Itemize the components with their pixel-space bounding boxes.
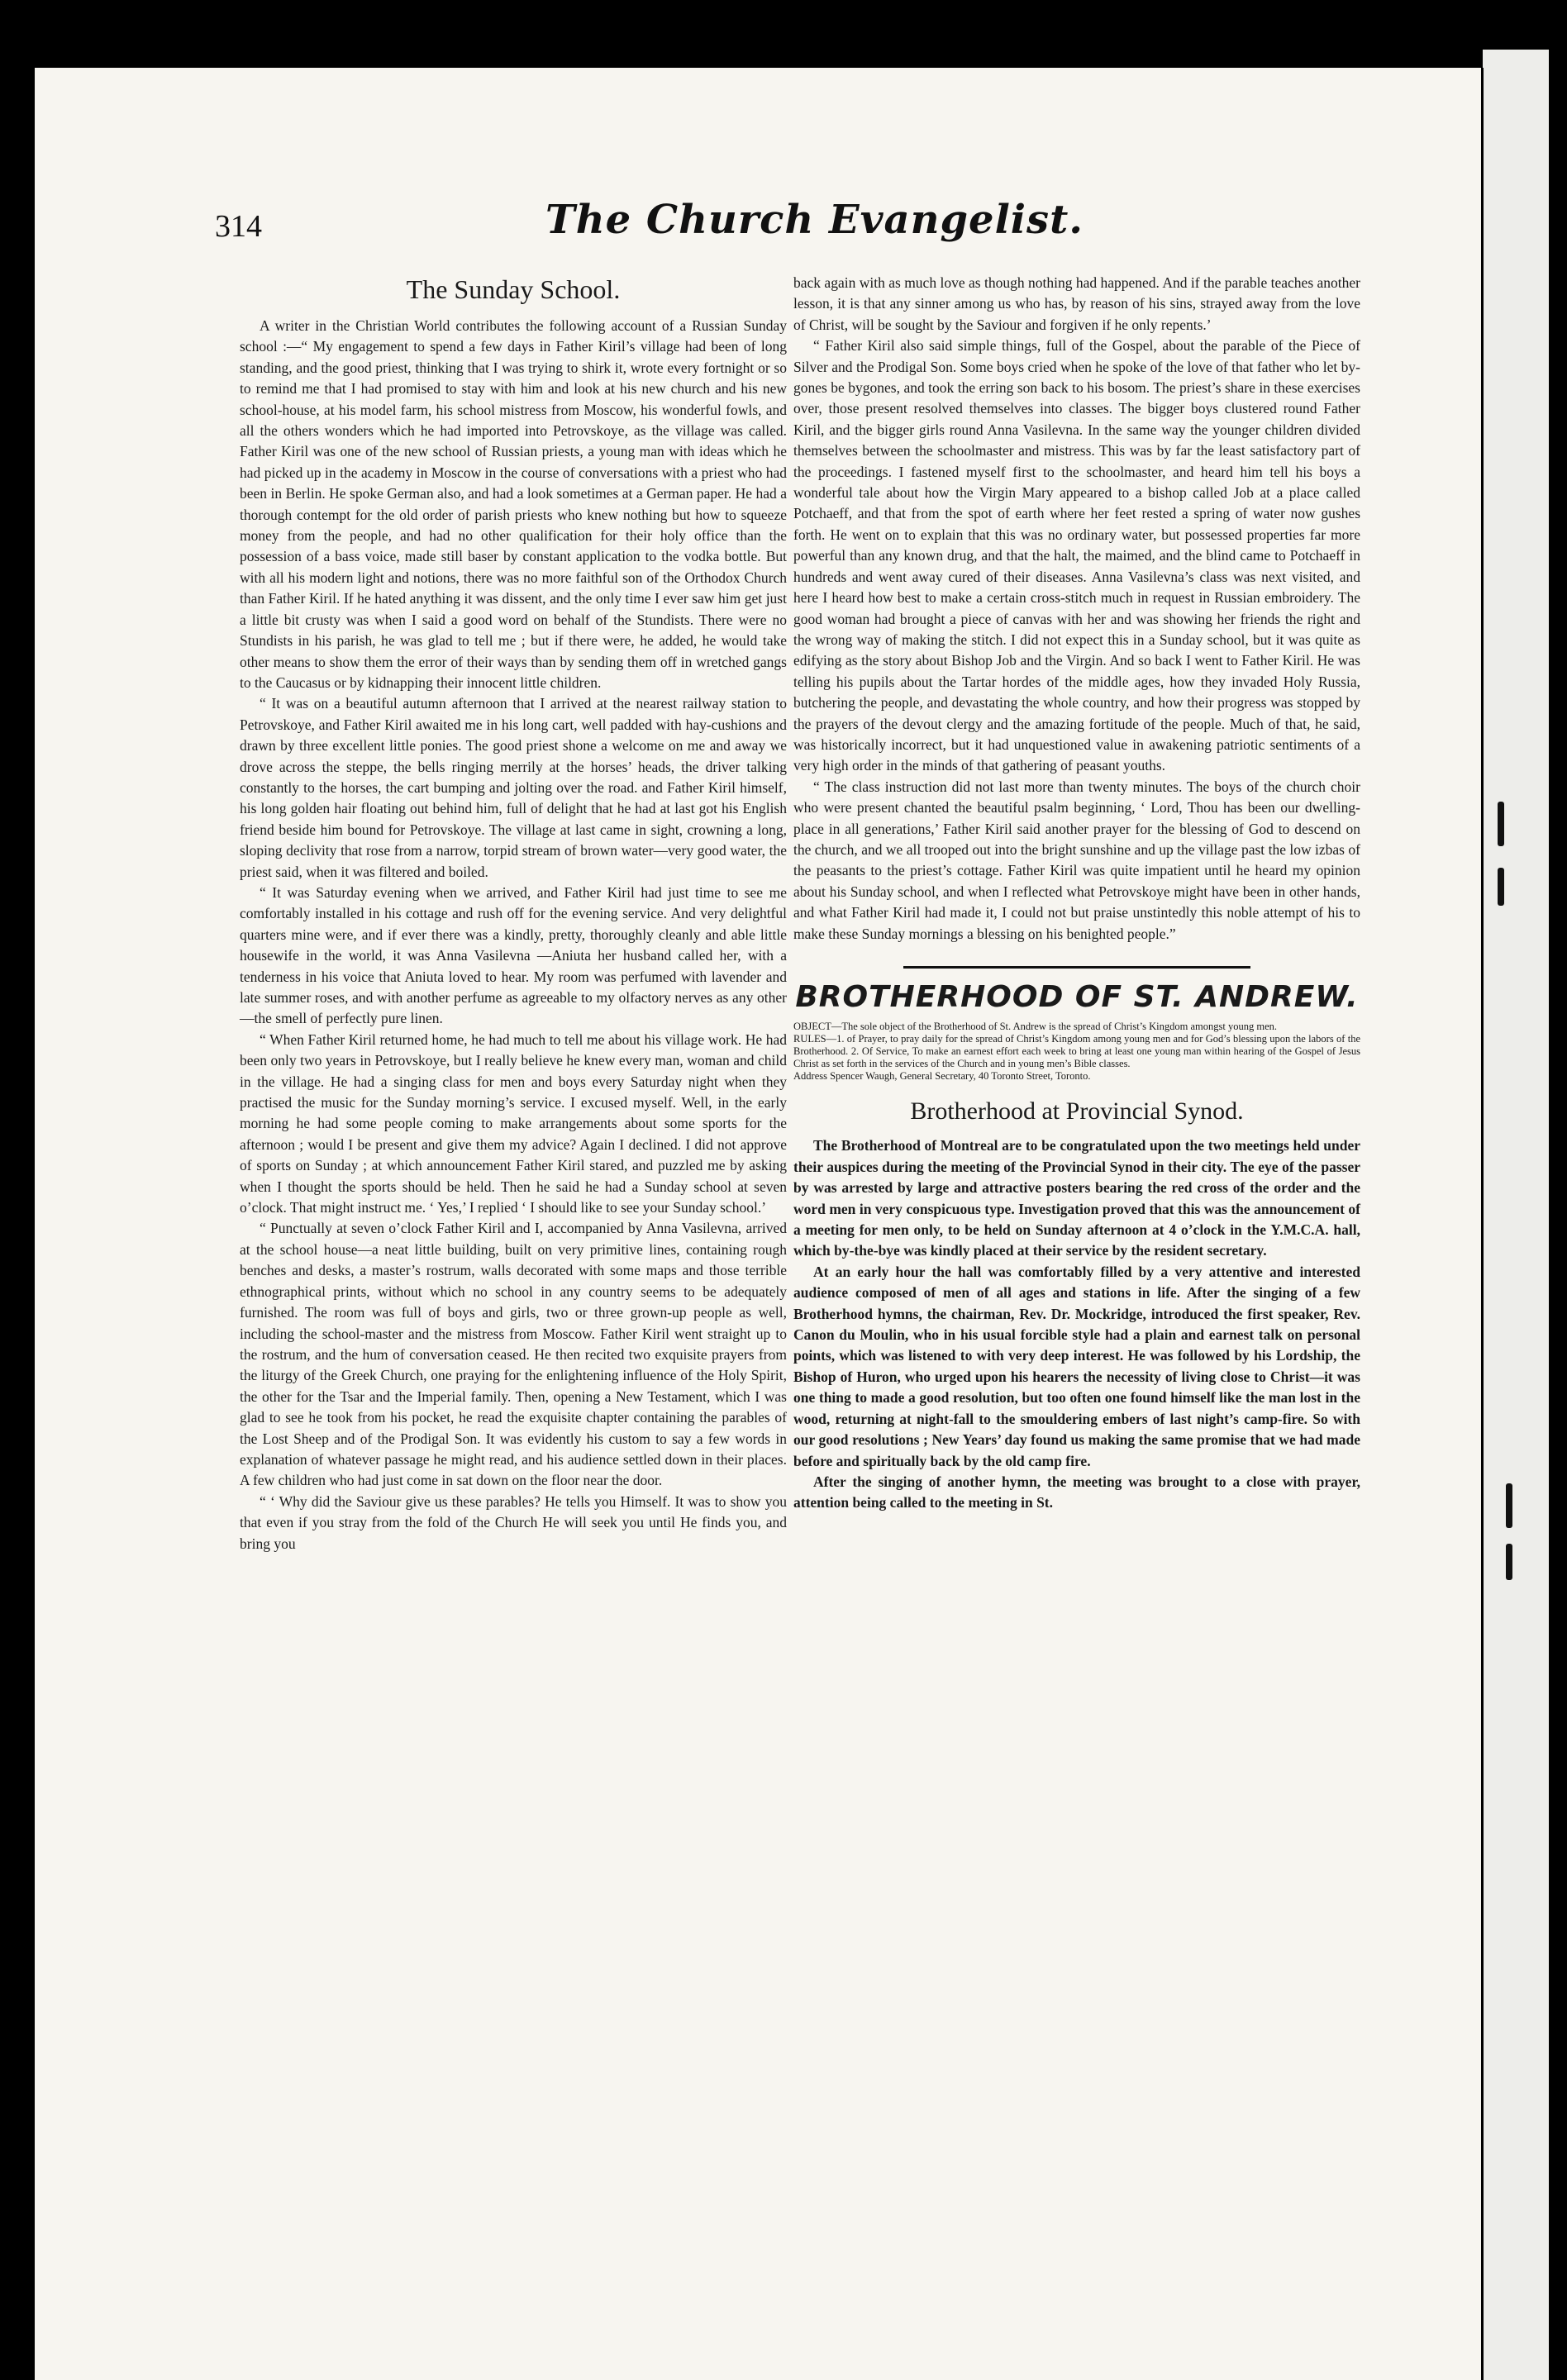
article-paragraph: “ Punctually at seven o’clock Father Kiril and I, accompanied by Anna Vasilevna, arrived at the school house—a neat little building, built on very primitive lines, containing rough benches and desks, a master’s rostrum, walls decorated with some maps and those terrible ethnographical prints, without which no school in any country seems to be adequately furnished. The room was full of boys and girls, two or three grown-up people as well, including the school-master and the mistress from Moscow. Father Kiril went straight up to the rostrum, and the hum of conversation ceased. He then recited two exquisite prayers from the liturgy of the Greek Church, one praying for the enlightening influence of the Holy Spirit, the other for the Tsar and the Imperial family. Then, opening a New Testament, which I was glad to see he took from his pocket, he read the exquisite chapter containing the parables of the Lost Sheep and of the Prodigal Son. It was evidently his custom to say a few words in explanation of whatever passage he might read, and his audience settled down in their places. A few children who had just come in sat down on the floor near the door. (240, 1220, 787, 1489)
page-header (182, 197, 1372, 255)
section-title: The Sunday School. (406, 274, 621, 304)
page-number: 314 (215, 209, 262, 244)
article-paragraph: “ Father Kiril also said simple things, full of the Gospel, about the parable of the Piece of Silver and the Prodigal Son. Some boys cried when he spoke of the love of that father who let by-gones be bygones, and took the erring son back to his bosom. The priest’s share in these exercises over, those present resolved themselves into classes. The bigger boys clustered round Father Kiril, and the bigger girls round Anna Vasilevna. In the same way the younger children divided themselves between the schoolmaster and mistress. This was by far the least satisfactory part of the proceedings. I fastened myself first to the schoolmaster, and heard him tell his boys a wonderful tale about how the Virgin Mary appeared to a bishop called Job at a place called Potchaeff, and that from the spot of earth where her feet rested a spring of water now gushes forth. He went on to explain that this was no ordinary water, but possessed properties far more powerful than any known drug, and that the halt, the maimed, and the blind came to Potchaeff in hundreds and went away cured of their diseases. Anna Vasilevna’s class was next visited, and here I heard how best to make a certain cross-stitch much in request in Russian embroidery. The good woman had brought a piece of canvas with her and was showing her friends the right and the wrong way of making the stitch. I did not expect this in a Sunday school, but it was quite as edifying as the story about Bishop Job and the Virgin. And so back I went to Father Kiril. He was telling his pupils about the Tartar hordes of the middle ages, how they invaded Holy Russia, butchering the people, and devastating the whole country, and how their progress was stopped by the prayers of the devout clergy and the amazing fortitude of the people. Much of that, he said, was historically incorrect, but it had unquestioned value in awakening patriotic sentiments of a very high order in the minds of that gathering of peasant youths. (793, 337, 1360, 774)
address-note: Address Spencer Waugh, General Secretary, 40 Toronto Street, Toronto. (793, 1070, 1091, 1083)
adjacent-page-edge (1483, 50, 1549, 2380)
journal-title: The Church Evangelist. (545, 197, 1084, 243)
article-paragraph: After the singing of another hymn, the meeting was brought to a close with prayer, attention being called to the meeting in St. (793, 1473, 1360, 1511)
right-column (793, 273, 1360, 1514)
article-paragraph: “ It was on a beautiful autumn afternoon that I arrived at the nearest railway station to Petrovskoye, and Father Kiril awaited me in his long cart, well padded with hay-cushions and drawn by three excellent little ponies. The good priest shone a welcome on me and away we drove across the steppe, the bells ringing merrily at the horses’ heads, the driver talking constantly to the horses, the cart bumping and jolting over the road. and Father Kiril himself, his long golden hair floating out behind him, full of delight that he had at last got his English friend beside him bound for Petrovskoye. The village at last came in sight, crowning a long, sloping declivity that rose from a narrow, torpid stream of brown water—very good water, the priest said, when it was filtered and boiled. (240, 695, 787, 880)
left-column (240, 273, 787, 1554)
article-paragraph: “ ‘ Why did the Saviour give us these parables? He tells you Himself. It was to show you that even if you stray from the fold of the Church He will seek you until He finds you, and bring you (240, 1492, 787, 1552)
margin-ink-mark (1506, 1544, 1512, 1580)
article-subtitle: Brotherhood at Provincial Synod. (910, 1097, 1244, 1126)
article-paragraph: “ The class instruction did not last more than twenty minutes. The boys of the church choir who were present chanted the beautiful psalm beginning, ‘ Lord, Thou has been our dwelling-place in all generations,’ Father Kiril said another prayer for the blessing of God to descend on the church, and we all trooped out into the bright sunshine and up the village past the low izbas of the peasants to the priest’s cottage. Father Kiril was quite impatient until he heard my opinion about his Sunday school, and when I reflected what Petrovskoye might have been in other hands, and what Father Kiril had made it, I could not but praise unstintedly this noble attempt of his to make these Sunday mornings a blessing on his benighted people.” (793, 778, 1360, 942)
margin-ink-mark (1498, 868, 1504, 906)
article-paragraph: “ When Father Kiril returned home, he had much to tell me about his village work. He had been only two years in Petrovskoye, but I really believe he knew every man, woman and child in the village. He had a singing class for men and boys every Saturday night when they practised the music for the Sunday morning’s service. I excused myself. Well, in the early morning he had some people coming to make arrangements about some sports for the afternoon ; would I be present and give them my advice? Again I declined. I did not approve of sports on Sunday ; at which announcement Father Kiril stared, and puzzled me by asking when I thought the sports should be held. Then he said he had a Sunday school at seven o’clock. That might instruct me. ‘ Yes,’ I replied ‘ I should like to see your Sunday school.’ (240, 1031, 787, 1216)
rules-note: RULES—1. of Prayer, to pray daily for the spread of Christ’s Kingdom among young men and for God’s blessing upon the labors of the Brotherhood. 2. Of Service, To make an earnest effort each week to bring at least one young man within hearing of the Gospel of Jesus Christ as set forth in the services of the Church and in young men’s Bible classes. (793, 1033, 1360, 1070)
article-paragraph: “ It was Saturday evening when we arrived, and Father Kiril had just time to see me comfortably installed in his cottage and rush off for the evening service. And very delightful quarters mine were, and if ever there was a kindly, pretty, thoroughly cleanly and able little housewife in the world, it was Anna Vasilevna —Aniuta her husband called her, with a tenderness in his voice that Aniuta loved to hear. My room was perfumed with lavender and late summer roses, and with another perfume as agreeable to my olfactory nerves as any other—the smell of perfectly pure linen. (240, 883, 787, 1027)
article-paragraph: back again with as much love as though nothing had happened. And if the parable teaches another lesson, it is that any sinner among us who has, by reason of his sins, strayed away from the love of Christ, will be sought by the Saviour and forgiven if he only repents.’ (793, 274, 1360, 333)
margin-ink-mark (1498, 802, 1504, 846)
brotherhood-heading: BROTHERHOOD OF ST. ANDREW. (795, 980, 1359, 1014)
section-divider (903, 966, 1250, 969)
article-paragraph: The Brotherhood of Montreal are to be congratulated upon the two meetings held under their auspices during the meeting of the Provincial Synod in their city. The eye of the passer by was arrested by large and attractive posters bearing the red cross of the order and the word men in very conspicuous type. Investigation proved that this was the announcement of a meeting for men only, to be held on Sunday afternoon at 4 o’clock in the Y.M.C.A. hall, which by-the-bye was kindly placed at their service by the resident secretary. (793, 1137, 1360, 1259)
binding-shadow (1481, 68, 1484, 2380)
article-paragraph: At an early hour the hall was comfortably filled by a very attentive and interested audience composed of men of all ages and stations in life. After the singing of a few Brotherhood hymns, the chairman, Rev. Dr. Mockridge, introduced the first speaker, Rev. Canon du Moulin, who in his usual forcible style had a plain and earnest talk on personal points, which was listened to with very deep interest. He was followed by his Lordship, the Bishop of Huron, who urged upon his hearers the necessity of living close to Christ—it was one thing to made a good resolution, but too often one found himself like the man lost in the wood, returning at night-fall to the smouldering embers of last night’s camp-fire. So with our good resolutions ; New Years’ day found us making the same promise that we had made before and spiritually back by the old camp fire. (793, 1263, 1360, 1469)
article-paragraph: A writer in the Christian World contributes the following account of a Russian Sunday school :—“ My engagement to spend a few days in Father Kiril’s village had been of long standing, and the good priest, thinking that I was trying to shirk it, wrote every fortnight or so to remind me that I had promised to stay with him and look at his new church and his new school-house, at his model farm, his school mistress from Moscow, his wonderful fowls, and all the others wonders which he had imported into Petrovskoye, as the village was called. Father Kiril was one of the new school of Russian priests, a young man with ideas which he had picked up in the academy in Moscow in the course of conversations with a priest who had been in Berlin. He spoke German also, and had a look sometimes at a German paper. He had a thorough contempt for the old order of parish priests who knew nothing but how to squeeze money from the people, and had no other qualification for their holy office than the possession of a bass voice, made still baser by constant application to the vodka bottle. But with all his modern light and notions, there was no more faithful son of the Orthodox Church than Father Kiril. If he hated anything it was dissent, and the only time I ever saw him get just a little bit crusty was when I said a good word on behalf of the Stundists. There were no Stundists in his parish, he was glad to tell me ; but if there were, he added, he would take other means to show them the error of their ways than by sending them off in wretched gangs to the Caucasus or by kidnapping their innocent little children. (240, 317, 787, 691)
margin-ink-mark (1506, 1483, 1512, 1528)
object-note: OBJECT—The sole object of the Brotherhood of St. Andrew is the spread of Christ’s Kingdom amongst young men. (793, 1021, 1277, 1033)
